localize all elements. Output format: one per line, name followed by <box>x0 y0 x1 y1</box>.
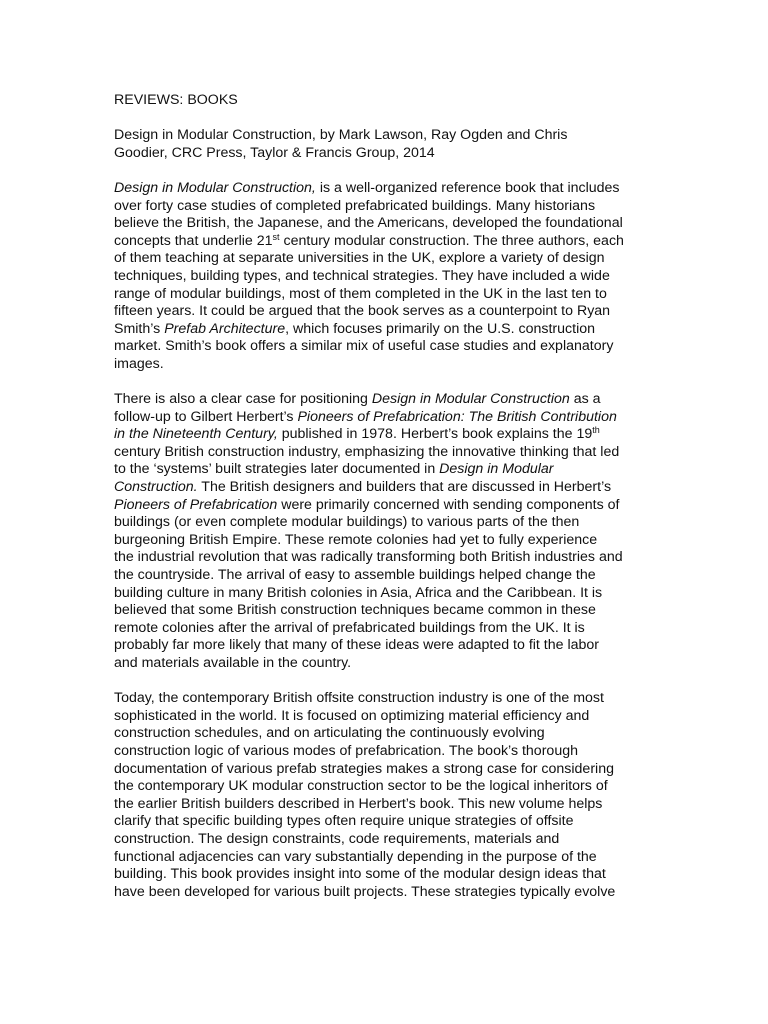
text-run: the industrial revolution that was radically transforming both British industries and <box>114 549 623 566</box>
text-line <box>114 215 660 233</box>
text-run: century British construction industry, emphasizing the innovative thinking that led <box>114 443 620 460</box>
text-line <box>114 813 660 831</box>
text-run: remote colonies after the arrival of prefabricated buildings from the UK. It is <box>114 619 585 636</box>
text-run: to the ‘systems’ built strategies later documented in <box>114 461 440 478</box>
text-line <box>114 409 660 427</box>
text-run: published in 1978. Herbert’s book explains the 19 <box>277 426 593 443</box>
text-run: buildings (or even complete modular buildings) to various parts of the then <box>114 514 580 531</box>
text-run: and materials available in the country. <box>114 655 352 671</box>
text-line <box>114 549 660 567</box>
text-run: concepts that underlie 21 <box>114 232 273 249</box>
text-line <box>114 884 660 902</box>
text-line <box>114 461 660 479</box>
book-citation <box>114 127 660 162</box>
text-run: is a well-organized reference book that includes <box>315 179 620 196</box>
text-run: Today, the contemporary British offsite construction industry is one of the most <box>114 690 604 707</box>
text-line <box>114 356 660 374</box>
text-line <box>114 286 660 304</box>
text-run: believe the British, the Japanese, and the Americans, developed the foundational <box>114 215 623 232</box>
italic-title: Pioneers of Prefabrication: The British Contribution <box>297 408 617 425</box>
text-run: Smith’s <box>114 320 165 337</box>
text-line <box>114 497 660 515</box>
paragraph <box>114 690 660 901</box>
body-paragraphs <box>114 180 660 901</box>
text-line <box>114 725 660 743</box>
text-run: believed that some British construction techniques became common in these <box>114 602 596 619</box>
text-line <box>114 338 660 356</box>
text-line <box>114 198 660 216</box>
italic-title: in the Nineteenth Century, <box>114 426 278 443</box>
text-run: market. Smith’s book offers a similar mix of useful case studies and explanatory <box>114 338 614 355</box>
section-heading: REVIEWS: BOOKS <box>114 92 238 108</box>
text-line <box>114 637 660 655</box>
text-line <box>114 321 660 339</box>
review-text <box>114 92 660 901</box>
text-run: clarify that specific building types often require unique strategies of offsite <box>114 813 574 830</box>
italic-title: Design in Modular Construction, <box>114 179 316 196</box>
text-line <box>114 602 660 620</box>
text-line <box>114 532 660 550</box>
text-line <box>114 866 660 884</box>
ordinal-suffix: st <box>272 231 280 242</box>
text-run: documentation of various prefab strategies makes a strong case for considering <box>114 760 614 777</box>
text-run: images. <box>114 355 164 372</box>
text-run: There is also a clear case for positioning <box>114 391 372 408</box>
text-run: construction schedules, and on articulating the continuously evolving <box>114 725 545 742</box>
spacer <box>114 374 660 392</box>
text-run: The British designers and builders that are discussed in Herbert’s <box>197 479 612 496</box>
text-run: techniques, building types, and technical strategies. They have included a wide <box>114 267 610 284</box>
text-line <box>114 761 660 779</box>
text-line <box>114 444 660 462</box>
text-line <box>114 620 660 638</box>
text-run: were primarily concerned with sending components of <box>277 496 620 513</box>
text-line <box>114 567 660 585</box>
text-line <box>114 796 660 814</box>
text-run: construction. The design constraints, code requirements, materials and <box>114 830 560 847</box>
citation-line: Design in Modular Construction, by Mark Lawson, Ray Ogden and Chris <box>114 127 568 144</box>
text-line <box>114 849 660 867</box>
text-run: as a <box>569 391 601 408</box>
text-line <box>114 585 660 603</box>
text-run: fifteen years. It could be argued that the book serves as a counterpoint to Ryan <box>114 303 611 320</box>
text-line <box>114 391 660 409</box>
text-run: the earlier British builders described in Herbert’s book. This new volume helps <box>114 795 603 812</box>
text-line <box>114 268 660 286</box>
text-line <box>114 778 660 796</box>
text-run: burgeoning British Empire. These remote colonies had yet to fully experience <box>114 531 598 548</box>
text-run: , which focuses primarily on the U.S. construction <box>285 320 596 337</box>
italic-title: Construction. <box>114 479 198 496</box>
ordinal-suffix: th <box>592 425 600 436</box>
text-line <box>114 831 660 849</box>
text-run: the contemporary UK modular construction sector to be the logical inheritors of <box>114 778 608 795</box>
italic-title: Pioneers of Prefabrication <box>114 496 278 513</box>
spacer <box>114 110 660 128</box>
italic-title: Design in Modular <box>439 461 554 478</box>
text-line <box>114 250 660 268</box>
text-run: building. This book provides insight into some of the modular design ideas that <box>114 866 606 883</box>
spacer <box>114 673 660 691</box>
text-run: of them teaching at separate universities in the UK, explore a variety of design <box>114 250 605 267</box>
text-line <box>114 514 660 532</box>
text-run: functional adjacencies can vary substantially depending in the purpose of the <box>114 848 597 865</box>
text-run: sophisticated in the world. It is focused on optimizing material efficiency and <box>114 707 590 724</box>
text-line <box>114 303 660 321</box>
text-line <box>114 690 660 708</box>
paragraph <box>114 391 660 673</box>
paragraph <box>114 180 660 374</box>
italic-title: Design in Modular Construction <box>371 391 570 408</box>
text-line <box>114 743 660 761</box>
italic-title: Prefab Architecture <box>164 320 286 337</box>
text-line <box>114 233 660 251</box>
text-run: have been developed for various built projects. These strategies typically evolve <box>114 883 616 900</box>
text-run: range of modular buildings, most of them completed in the UK in the last ten to <box>114 285 607 302</box>
text-line <box>114 426 660 444</box>
citation-line: Goodier, CRC Press, Taylor & Francis Group, 2014 <box>114 144 435 161</box>
text-run: the countryside. The arrival of easy to assemble buildings helped change the <box>114 567 596 584</box>
text-line <box>114 708 660 726</box>
text-line <box>114 479 660 497</box>
spacer <box>114 162 660 180</box>
text-run: construction logic of various modes of prefabrication. The book’s thorough <box>114 742 578 759</box>
text-run: follow-up to Gilbert Herbert’s <box>114 408 298 425</box>
text-run: century modular construction. The three authors, each <box>279 232 624 249</box>
text-run: over forty case studies of completed prefabricated buildings. Many historians <box>114 197 596 214</box>
text-line <box>114 655 660 673</box>
text-line <box>114 180 660 198</box>
text-run: building culture in many British colonies in Asia, Africa and the Caribbean. It is <box>114 584 603 601</box>
text-run: probably far more likely that many of these ideas were adapted to fit the labor <box>114 637 600 654</box>
